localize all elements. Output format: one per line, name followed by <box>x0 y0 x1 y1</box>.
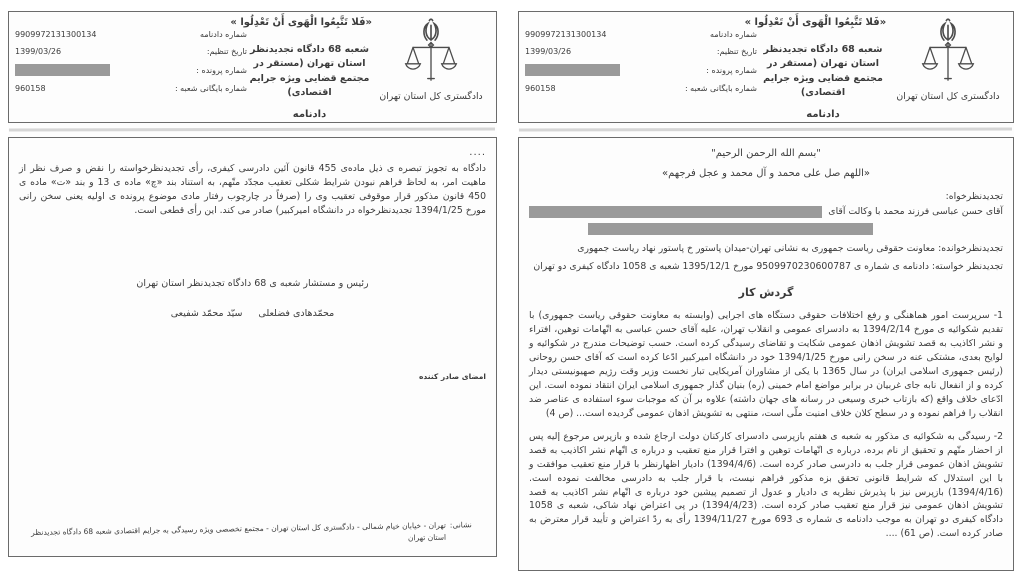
emblem-column <box>372 16 490 118</box>
ruling-paragraph: دادگاه به تجویز تبصره ی ذیل ماده‌ی 455 قانون آئین دادرسی کیفری، رأی تجدیدنظرخواسته را نقض و صرف نظر از ماهیت امر، به لحاظ فراهم نبودن شرایط شکلی تعقیب مجدّد متّهم، به استناد بند «چ» ماده ی 13 و بند «ت» ماده ی 450 قانون مذکور قرار موقوفی تعقیب وی را (صرفاً در چارچوب رفتار مادی موضوع پرونده ی اولیه یعنی سخن رانی مورخ 1394/1/25 تجدیدنظرخواه در دانشگاه امیرکبیر) صادر می کند. این رأی قطعی است. <box>19 163 486 216</box>
branch-title: شعبه 68 دادگاه تجدیدنظر استان تهران (مستقر در مجتمع قضایی ویژه جرایم اقتصادی) <box>249 44 370 98</box>
proceedings-heading: گردش کار <box>738 285 794 299</box>
field-value: 960158 <box>15 84 46 93</box>
field-value: 1399/03/26 <box>15 47 62 56</box>
field-label: شماره پرونده : <box>706 65 757 75</box>
field-archive-number <box>15 84 247 93</box>
address-footer <box>19 519 486 557</box>
field-value: 9909972131300134 <box>525 30 607 39</box>
page-header-left <box>8 11 497 123</box>
quranic-quote: «فَلا تَتَّبِعُوا الْهَوی أَنْ تَعْدِلُوا » <box>744 17 887 28</box>
field-date <box>525 47 757 56</box>
field-label: شماره بایگانی شعبه : <box>174 84 247 93</box>
address-label: نشانی: <box>449 519 472 530</box>
branch-title: شعبه 68 دادگاه تجدیدنظر استان تهران (مستقر در مجتمع قضایی ویژه جرایم اقتصادی) <box>763 44 883 98</box>
field-judgment-number <box>525 30 757 39</box>
scan-smudge-line <box>9 127 495 131</box>
header-center-column <box>757 16 889 118</box>
redaction-bar <box>588 223 873 235</box>
field-date <box>15 47 247 56</box>
emblem-column <box>889 16 1007 118</box>
field-label: شماره دادنامه <box>200 30 247 39</box>
quranic-quote: «فَلا تَتَّبِعُوا الْهَوی أَنْ تَعْدِلُوا » <box>230 17 372 28</box>
org-name: دادگستری کل استان تهران <box>379 91 483 102</box>
judge-name-1: محمّدهادی فضلعلی <box>258 308 335 319</box>
bismillah-line: "بسم الله الرحمن الرحيم" <box>711 148 821 159</box>
document-type-label: دادنامه <box>292 109 327 120</box>
appealed-decision-line: تجدیدنظر خواسته: دادنامه ی شماره ی 9509970230600787 مورخ 1395/12/1 شعبه ی 1058 دادگاه کیفری دو تهران <box>533 260 1003 272</box>
continuation-dots: .... <box>469 147 486 158</box>
proceedings-paragraph-2: 2- رسیدگی به شکوائیه ی مذکور به شعبه ی هفتم بازپرسی دادسرای کارکنان دولت ارجاع شده و بازپرس مرجوع إلیه پس از احضار متّهم و تحقیق از نام برده، درباره ی اتّهامات توهین و افترا قرار منع تعقیب و درباره ی اتّهام نشر اکاذیب به قصد تشویش اذهان عمومی قرار جلب به دادرسی صادر کرده است. (1394/4/6) دادیار اظهارنظر با قرار منع تعقیب موافقت و با این استدلال که شرایط قانونی تحقق بزه مذکور فراهم نیست، با قرار جلب به دادرسی مخالفت نموده است. (1394/4/16) بازپرس نیز با پذیرش نظریه ی دادیار و عدول از تصمیم پیشین خود درباره ی اتّهام نشر اکاذیب به قصد تشویش اذهان عمومی نیز قرار منع تعقیب صادر کرده است. (1394/4/23) در پی اعتراض نهاد شاکی، شعبه ی 1058 دادگاه کیفری دو تهران به موجب دادنامه ی شماره ی 693 مورخ 1394/11/27 رأی به ردّ اعتراض و تأیید قرار معترض به صادر کرده است. (ص 61) .... <box>529 430 1004 540</box>
document-page-right <box>518 11 1014 571</box>
field-value: 1399/03/26 <box>525 47 572 56</box>
scan-smudge-line <box>519 127 1012 131</box>
org-name: دادگستری کل استان تهران <box>896 91 1000 102</box>
field-value: 960158 <box>525 84 556 93</box>
header-fields <box>525 16 757 118</box>
appellee-line: تجدیدنظرخوانده: معاونت حقوقی ریاست جمهوری به نشانی تهران-میدان پاستور خ پاستور نهاد ریاست جمهوری <box>577 242 1003 254</box>
document-type-label: دادنامه <box>806 109 840 120</box>
field-label: شماره پرونده : <box>196 65 247 75</box>
scan-artifact-strip <box>8 123 497 137</box>
header-fields <box>15 16 247 118</box>
page-header-right <box>518 11 1014 123</box>
judge-name-2: سیّد محمّد شفیعی <box>170 308 243 319</box>
address-text: تهران - خیابان خیام شمالی - دادگستری کل استان تهران - مجتمع تخصصی ویژه رسیدگی به جرایم اقتصادی شعبه 68 دادگاه تجدیدنظر استان تهران <box>30 520 447 542</box>
redaction-bar <box>529 206 822 218</box>
appellant-line <box>529 205 1003 219</box>
field-label: تاریخ تنظیم: <box>206 47 247 56</box>
field-archive-number <box>525 84 757 93</box>
field-label: شماره دادنامه <box>710 30 757 39</box>
judge-names <box>19 307 486 321</box>
field-case-number <box>525 64 757 76</box>
field-judgment-number <box>15 30 247 39</box>
page-body-left <box>8 137 497 557</box>
salutation-line: «اللهم صل علی محمد و آل محمد و عجل فرجهم» <box>661 168 871 179</box>
redaction-bar <box>15 64 110 76</box>
field-label: شماره بایگانی شعبه : <box>684 84 757 93</box>
page-body-right <box>518 137 1014 571</box>
header-center-column <box>247 16 372 118</box>
judiciary-scales-emblem-icon <box>402 18 460 90</box>
issuer-signature-label: امضای صادر کننده <box>419 372 486 382</box>
document-page-left <box>8 11 497 557</box>
field-case-number <box>15 64 247 76</box>
signature-title: رئیس و مستشار شعبه ی 68 دادگاه تجدیدنظر استان تهران <box>136 277 369 289</box>
field-label: تاریخ تنظیم: <box>716 47 757 56</box>
redaction-bar <box>525 64 620 76</box>
scan-artifact-strip <box>518 123 1014 137</box>
field-value: 9909972131300134 <box>15 30 97 39</box>
proceedings-paragraph-1: 1- سرپرست امور هماهنگی و رفع اختلافات حقوقی دستگاه های اجرایی (وابسته به معاونت حقوقی ریاست جمهوری) با تقدیم شکوائیه ی مورخ 1394/2/14 به دادسرای عمومی و انقلاب تهران، علیه آقای حسن عباسی به اتّهامات توهین، افتراء و نشر اکاذیب به قصد تشویش اذهان عمومی شکایت و تقاضای رسیدگی کرده است. حسب توضیحات مندرج در شکوائیه و لوایح بعدی، مشتکی عنه در سخن رانی مورخ 1394/1/25 خود در دانشگاه امیرکبیر ادّعا کرده است که آقای حسن روحانی (رئیس جمهوری اسلامی ایران) در سال 1365 با یکی از مشاوران آمریکایی تبار نخست وزیر وقت رژیم صهیونیستی دیدار کرده و از انفعال نابه جای غربیان در برابر مواضع امام خمینی (ره) بنیان گذار جمهوری اسلامی ایران انتقاد نموده است. این ادّعای خلاف واقع (که بازتاب خبری وسیعی در رسانه های جهان داشته) علاوه بر آن که موجبات سوء استفاده ی عناصر ضد انقلاب را فراهم نموده و در سطح کلان خلاف امنیت ملّی است، منتهی به تشویش اذهان عمومی گردیده است... (ص 4) <box>529 310 1003 419</box>
judiciary-scales-emblem-icon <box>919 18 977 90</box>
appellant-text: آقای حسن عباسی فرزند محمد با وکالت آقای <box>828 205 1003 217</box>
appellant-label: تجدیدنظرخواه: <box>945 191 1003 202</box>
